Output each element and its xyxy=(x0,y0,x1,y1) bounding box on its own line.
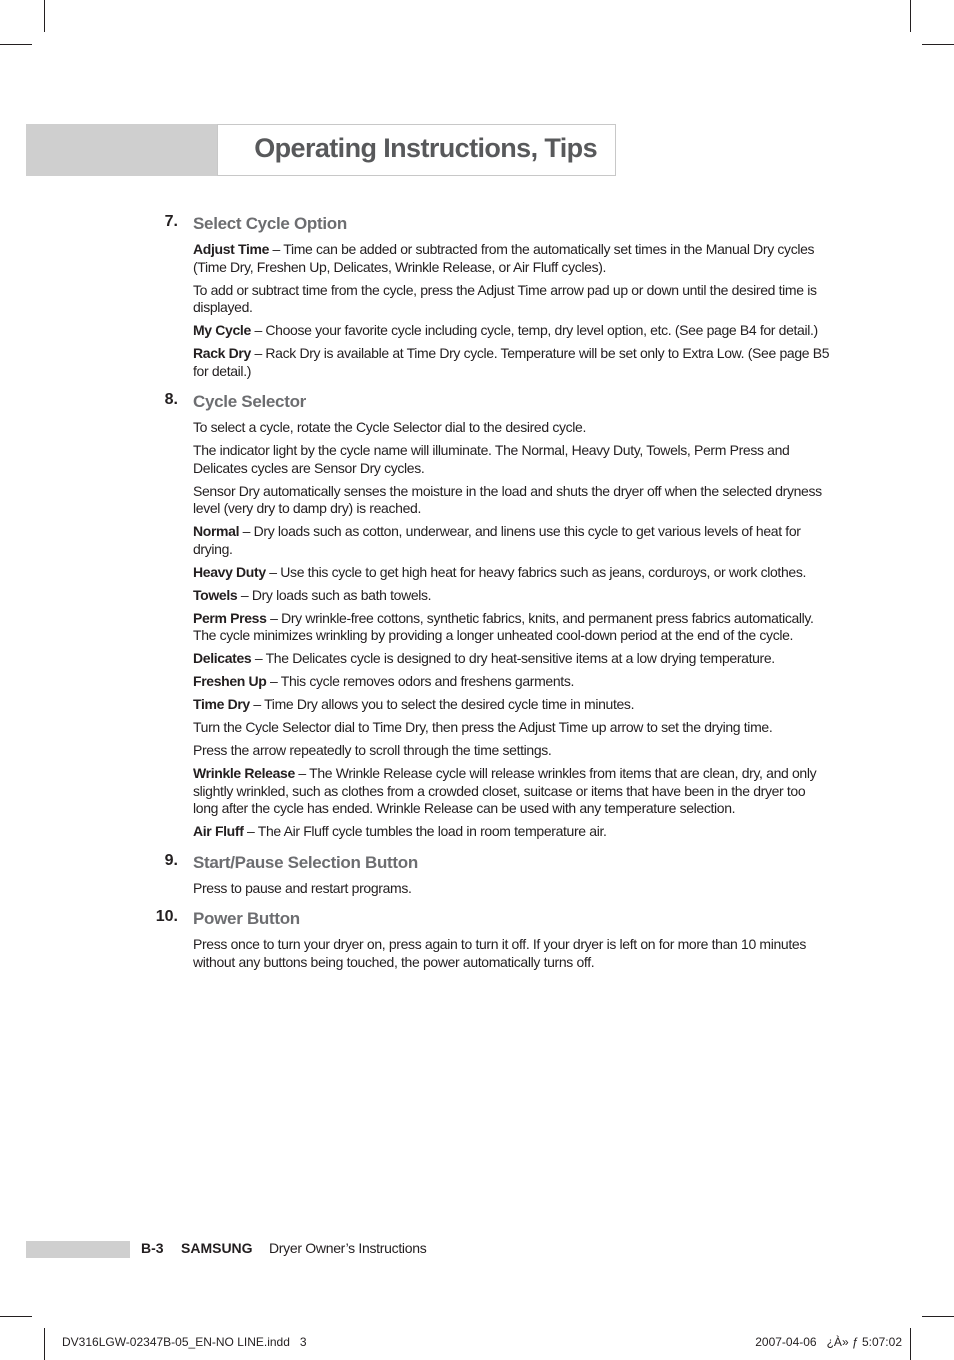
page-title: Operating Instructions, Tips xyxy=(254,133,597,163)
instructions-list xyxy=(150,212,830,981)
paragraph-text: – Dry loads such as cotton, underwear, and linens use this cycle to get various levels of heat for drying. xyxy=(193,523,801,557)
item-paragraph xyxy=(193,650,830,668)
paragraph-text: Sensor Dry automatically senses the moisture in the load and shuts the dryer off when the selected dryness level (very dry to damp dry) is reached. xyxy=(193,482,822,516)
term-label: Time Dry xyxy=(193,696,250,712)
term-label: Perm Press xyxy=(193,609,267,626)
item-paragraph xyxy=(193,823,830,841)
term-label: Adjust Time xyxy=(193,241,270,257)
paragraph-text: – Use this cycle to get high heat for heavy fabrics such as jeans, corduroys, or work clothes. xyxy=(265,563,807,580)
paragraph-text: – Dry wrinkle-free cottons, synthetic fabrics, knits, and permanent press fabrics automatically. The cycle minimizes wrinkling by providing a longer unheated cool-down period at the end of the cycle. xyxy=(193,609,814,643)
print-slug-file: DV316LGW-02347B-05_EN-NO LINE.indd 3 xyxy=(62,1335,307,1349)
item-paragraph xyxy=(193,564,830,582)
term-label: Air Fluff xyxy=(193,823,244,839)
item-number: 10. xyxy=(155,908,178,925)
item-number: 7. xyxy=(164,213,178,230)
item-paragraph xyxy=(193,523,830,558)
item-number: 8. xyxy=(164,391,178,408)
term-label: Freshen Up xyxy=(193,673,267,689)
item-paragraph xyxy=(193,442,830,477)
paragraph-text: – The Wrinkle Release cycle will release wrinkles from items that are clean, dry, and only slightly wrinkled, such as clothes from a crowded closet, suitcase or items that have been in the dryer too long after the cycle has ended. Wrinkle Release can be used with any temperature selection. xyxy=(193,765,817,816)
crop-mark xyxy=(0,1316,32,1317)
footer-accent-block xyxy=(26,1241,130,1258)
item-paragraph xyxy=(193,673,830,691)
paragraph-text: Turn the Cycle Selector dial to Time Dry, then press the Adjust Time up arrow to set the drying time. xyxy=(193,719,773,735)
item-paragraph xyxy=(193,742,830,760)
section-header xyxy=(26,124,616,176)
instruction-item xyxy=(150,390,830,841)
paragraph-text: – Choose your favorite cycle including cycle, temp, dry level option, etc. (See page B4 for detail.) xyxy=(250,322,818,338)
header-accent-block xyxy=(26,124,217,176)
item-paragraph xyxy=(193,587,830,605)
crop-mark xyxy=(0,44,32,45)
term-label: Heavy Duty xyxy=(193,563,266,580)
item-paragraph xyxy=(193,610,830,645)
term-label: Rack Dry xyxy=(193,345,251,361)
item-paragraph xyxy=(193,765,830,818)
print-slug-date: 2007-04-06 ¿À» ƒ 5:07:02 xyxy=(755,1335,902,1349)
term-label: Towels xyxy=(193,586,238,603)
item-paragraph xyxy=(193,696,830,714)
page-number: B-3 xyxy=(141,1240,164,1256)
instruction-item xyxy=(150,851,830,898)
crop-mark xyxy=(44,0,45,32)
brand-name: SAMSUNG xyxy=(181,1240,253,1256)
paragraph-text: – Time Dry allows you to select the desired cycle time in minutes. xyxy=(249,696,635,712)
page-footer xyxy=(26,1240,626,1260)
paragraph-text: Press the arrow repeatedly to scroll through the time settings. xyxy=(193,742,552,758)
paragraph-text: – This cycle removes odors and freshens garments. xyxy=(266,673,575,689)
paragraph-text: Press to pause and restart programs. xyxy=(193,879,412,896)
item-paragraph xyxy=(193,880,830,898)
paragraph-text: – The Air Fluff cycle tumbles the load in room temperature air. xyxy=(243,823,607,839)
paragraph-text: To add or subtract time from the cycle, press the Adjust Time arrow pad up or down until the desired time is displayed. xyxy=(193,281,817,315)
item-paragraph xyxy=(193,936,830,971)
item-paragraph xyxy=(193,483,830,518)
document-title: Dryer Owner’s Instructions xyxy=(269,1240,427,1256)
item-paragraph xyxy=(193,322,830,340)
instruction-item xyxy=(150,907,830,971)
item-paragraph xyxy=(193,282,830,317)
term-label: Delicates xyxy=(193,650,252,666)
crop-mark xyxy=(910,0,911,32)
crop-mark xyxy=(910,1328,911,1360)
paragraph-text: Press once to turn your dryer on, press again to turn it off. If your dryer is left on for more than 10 minutes without any buttons being touched, the power automatically turns off. xyxy=(193,936,806,970)
term-label: Normal xyxy=(193,523,240,539)
paragraph-text: – Dry loads such as bath towels. xyxy=(237,586,432,603)
term-label: My Cycle xyxy=(193,322,251,338)
item-paragraph xyxy=(193,345,830,380)
item-paragraph xyxy=(193,419,830,437)
paragraph-text: – Rack Dry is available at Time Dry cycle. Temperature will be set only to Extra Low. (See page B5 for detail.) xyxy=(193,345,830,379)
paragraph-text: – The Delicates cycle is designed to dry heat-sensitive items at a low drying temperature. xyxy=(251,650,775,666)
item-number: 9. xyxy=(164,851,178,869)
item-heading: Power Button xyxy=(193,909,300,928)
item-paragraph xyxy=(193,241,830,276)
term-label: Wrinkle Release xyxy=(193,765,295,781)
crop-mark xyxy=(922,1316,954,1317)
instruction-item xyxy=(150,212,830,380)
paragraph-text: – Time can be added or subtracted from the automatically set times in the Manual Dry cycles (Time Dry, Freshen Up, Delicates, Wrinkle Release, or Air Fluff cycles). xyxy=(193,241,815,275)
crop-mark xyxy=(922,44,954,45)
item-heading: Select Cycle Option xyxy=(193,214,347,233)
crop-mark xyxy=(44,1328,45,1360)
paragraph-text: To select a cycle, rotate the Cycle Selector dial to the desired cycle. xyxy=(193,419,587,435)
item-heading: Start/Pause Selection Button xyxy=(193,852,418,872)
item-heading: Cycle Selector xyxy=(193,392,306,411)
item-paragraph xyxy=(193,719,830,737)
paragraph-text: The indicator light by the cycle name will illuminate. The Normal, Heavy Duty, Towels, Perm Press and Delicates cycles are Sensor Dry cycles. xyxy=(193,442,790,476)
header-title-box xyxy=(217,124,616,176)
